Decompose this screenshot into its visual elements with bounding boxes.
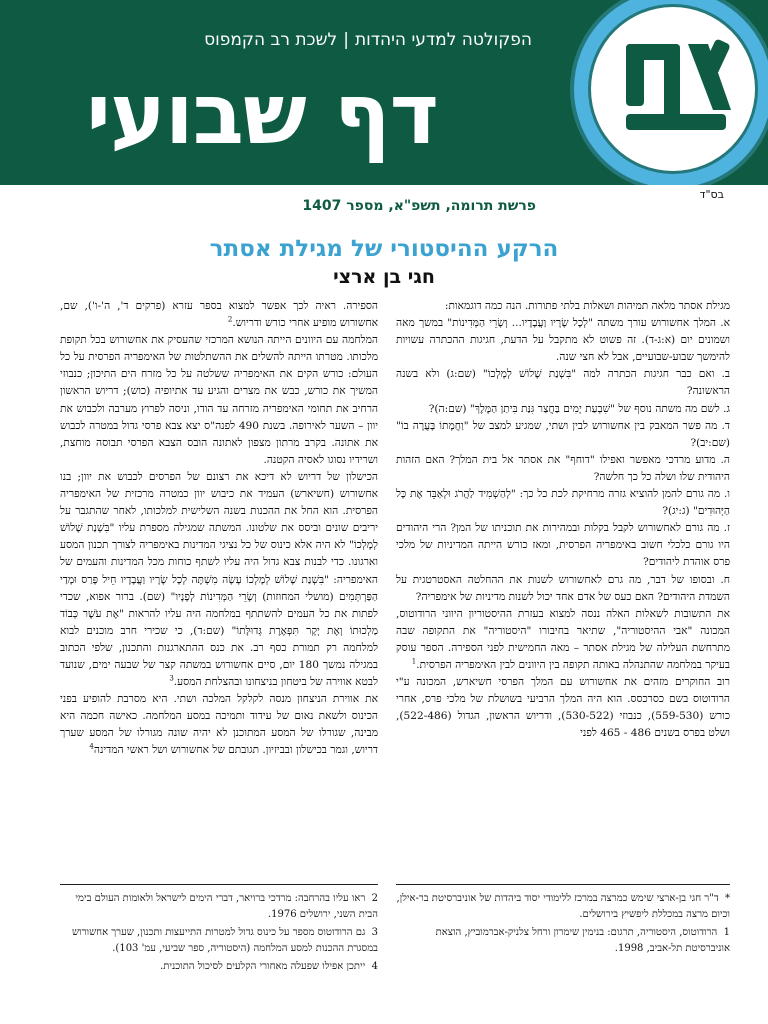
footnote-marker: 3 bbox=[371, 927, 378, 938]
footnote-ref: 4 bbox=[89, 742, 94, 751]
vashti-paragraph bbox=[60, 691, 378, 759]
intro-paragraph: מגילת אסתר מלאה תמיהות ושאלות בלתי פתורות. הנה כמה דוגמאות: bbox=[444, 300, 730, 312]
faculty-line bbox=[204, 30, 532, 50]
herodotus-paragraph bbox=[396, 606, 730, 674]
footnote-text: ראו עליו בהרחבה: מרדכי ברויאר, דברי הימים לישראל ולאומות העולם בימי הבית השני, ירושלים 1976. bbox=[75, 893, 378, 920]
bsd-mark: בס"ד bbox=[699, 188, 724, 201]
footnotes-left bbox=[60, 884, 378, 978]
footnote bbox=[396, 925, 730, 956]
footnote-marker: * bbox=[725, 893, 730, 904]
footnote bbox=[60, 925, 378, 956]
xerxes-paragraph: רוב החוקרים מזהים את אחשורוש עם המלך הפרסי חשיארש, המכונה ע"י הרודוטוס בשם כסרכסס. הוא היה המלך הרביעי בשושלת של מלכי פרס, אחרי כורש (559-530), כנבוזי (530-522), ודריוש הראשון, הגדול (522-486), ושלט בפרס בשנים 486 - 465 לפני bbox=[396, 676, 731, 740]
question-item: ה. מדוע מרדכי מאפשר ואפילו "דוחף" את אסתר אל בית המלך? האם הזהות היהודית שלו ושלה כל כך חלשה? bbox=[396, 453, 730, 483]
footnote-marker: 1 bbox=[723, 927, 730, 938]
footnote bbox=[60, 959, 378, 975]
article-author: חגי בן ארצי bbox=[333, 266, 435, 288]
question-item: א. המלך אחשורוש עורך משתה "לְכָל שָׂרָיו וַעֲבָדָיו... וְשָׂרֵי הַמְּדִינוֹת" במשך מאה ושמונים יום (א:ג-ד). זה פשוט לא מתקבל על הדעת, חגיגות ההכתרה עשויות להימשך שבוע-שבועיים, אבל לא חצי שנה. bbox=[396, 317, 730, 364]
issue-line: פרשת תרומה, תשפ"א, מספר 1407 bbox=[302, 198, 536, 214]
failure-text: הכישלון של דריוש לא דיכא את רצונם של הפרסים לכבוש את יוון; בנו אחשורוש (חשיארש) העמיד את כיבוש יוון כמטרה מרכזית של האימפריה הפרסית. הוא החל את ההכנות בשנה השלישית למלכותו, לאחר שהתגבר על יריבים שונים וביסס את שלטונו. המשתה שמגילה מספרת עליו "בִּשְׁנַת שָׁלוֹשׁ לְמָלְכוֹ" לא היה אלא כינוס של כל נציגי המדינות באימפריה לצורך תכנון המסע וארגונו. כדי לבנות צבא גדול היה עליו לשתף כוחות מכל המדינות והעמים של האימפריה: "בִּשְׁנַת שָׁלוֹשׁ לְמָלְכוֹ עָשָׂה מִשְׁתֶּה לְכָל שָׂרָיו וַעֲבָדָיו חֵיל פָּרַס וּמָדַי הַפַּרְתְּמִים (מושלי המחוזות) וְשָׂרֵי הַמְּדִינוֹת לְפָנָיו" (שם). ברור אפוא, שכדי לפתות את כל העמים להשתתף במלחמה היה עליו להראות "אֶת עֹשֶׁר כְּבוֹד מַלְכוּתוֹ וְאֶת יְקָר תִּפְאֶרֶת גְּדוּלָּתוֹ" (שם:ד), כי שכירי חרב מוכנים לבוא למלחמה רק תמורת כסף רב. את כנס ההתארגנות והתכנון, שלפי הכתוב במגילה נמשך 180 יום, סיים אחשורוש במשתה קצר של שבעה ימים, שנועד לבטא אווירה של ביטחון בניצחונו ובהצלחת המסע. bbox=[60, 470, 378, 689]
footnote-marker: 2 bbox=[371, 893, 378, 904]
footnote-divider bbox=[396, 884, 730, 885]
footnote-ref: 2 bbox=[227, 315, 233, 324]
campus-rabbi-office: לשכת רב הקמפוס bbox=[204, 30, 338, 50]
article-title: הרקע ההיסטורי של מגילת אסתר bbox=[209, 236, 559, 262]
question-item: ב. ואם כבר חגיגות הכתרה למה "בִּשְׁנַת שָׁלוֹשׁ לְמָלְכוֹ" (שם:ג) ולא בשנה הראשונה? bbox=[396, 368, 730, 398]
masthead-title: דף שבועי bbox=[86, 65, 438, 163]
footnote-text: ייתכן אפילו שפעלה מאחורי הקלעים לסיכול התוכנית. bbox=[160, 961, 366, 972]
era-paragraph bbox=[60, 298, 378, 332]
question-item: ז. מה גורם לאחשורוש לקבל בקלות ובמהירות את תוכניתו של המן? הרי היהודים היו גורם כלכלי חשוב באימפריה הפרסית, ומאז כורש הייתה המדיניות של מלכי פרס אוהדת ליהודים? bbox=[396, 522, 730, 569]
footnote-text: הרודוטוס, היסטוריה, תרגום: בנימין שימרון ורחל צלניק-אברמוביץ, הוצאת אוניברסיטת תל-אביב, 1998. bbox=[435, 927, 730, 954]
era-text: הספירה. ראיה לכך אפשר למצוא בספר עזרא (פרקים ד', ה'-ו'), שם, אחשורוש מופיע אחרי כורש ודריוש. bbox=[60, 300, 378, 330]
question-item: ד. מה פשר המאבק בין אחשורוש לבין ושתי, שמגיע למצב של "וַחֲמָתוֹ בָּעֲרָה בוֹ" (שם:יב)? bbox=[396, 419, 730, 449]
herodotus-text: את התשובות לשאלות האלה ננסה למצוא בעזרת ההיסטוריון היווני הרודוטוס, המכונה "אבי ההיסטוריה", שתיאר בחיבורו "היסטוריה" את התקופה שבה מתרחשת העלילה של מגילת אסתר – מאה החמישית לפני הספירה. הספר עוסק בעיקר במלחמה שהתנהלה באותה תקופה בין היוונים לבין האימפריה הפרסית. bbox=[396, 607, 730, 671]
vashti-text: את אווירת הניצחון מנסה לקלקל המלכה ושתי. היא מסרבת להופיע בפני הכינוס ולשאת נאום של עידוד ותמיכה במסע המלחמה. כאישה חכמה היא מבינה, שגורלו של המסע המתוכנן לא יהיה שונה מגורלו של המסע שערך דריוש, וגמר בכישלון ובביזיון. תגובתם של אחשורוש ושל ראשי המדינה bbox=[60, 693, 378, 757]
bar-ilan-logo bbox=[566, 0, 768, 185]
footnote-divider bbox=[60, 884, 378, 885]
left-column bbox=[60, 298, 378, 760]
footnote-marker: 4 bbox=[371, 961, 378, 972]
faculty-name: הפקולטה למדעי היהדות bbox=[354, 30, 532, 50]
failure-paragraph bbox=[60, 469, 378, 691]
header-banner bbox=[0, 0, 768, 185]
question-item: ח. ובסופו של דבר, מה גרם לאחשורוש לשנות את ההחלטה האסטרטגית על השמדת היהודים? האם כעס של אדם אחד יכול לשנות מדיניות של אימפריה? bbox=[396, 573, 730, 603]
footnotes-right bbox=[396, 884, 730, 959]
right-column bbox=[396, 298, 730, 742]
footnote-ref: 3 bbox=[169, 674, 174, 683]
war-paragraph: המלחמה עם היוונים הייתה הנושא המרכזי שהעסיק את אחשורוש בכל תקופת מלכותו. מטרתו הייתה להשלים את ההשתלטות של האימפריה הפרסית על כל העולם: כורש הקים את האימפריה ששלטה על כל מזרח הים התיכון; כנבוזי המשיך את כורש, כבש את מצרים והגיע עד אתיופיה (כוש); דריוש הראשון הרחיב את תחומי האימפריה מזרחה עד הודו, וניסה לפרוץ מערבה ולכבוש את יוון – השער לאירופה. בשנת 490 לפנה"ס יצא צבא פרסי גדול במטרה לכבוש את אתונה. בקרב מרתון מצפון לאתונה הובס הצבא הפרסי תבוסה מוחצת, ושרידיו נסוגו לאסיה הקטנה. bbox=[60, 334, 379, 466]
question-item: ו. מה גורם להמן להוציא גזרה מרחיקת לכת כל כך: "לְהַשְׁמִיד לַהֲרֹג וּלְאַבֵּד אֶת כָּל הַיְּהוּדִים" (ג:יג)? bbox=[396, 488, 730, 518]
question-item: ג. לשם מה משתה נוסף של "שִׁבְעַת יָמִים בַּחֲצַר גִּנַּת בִּיתַן הַמֶּלֶךְ" (שם:ה)? bbox=[428, 402, 730, 415]
faculty-separator: | bbox=[343, 30, 349, 50]
footnote bbox=[60, 891, 378, 922]
footnote-text: גם הרודוטוס מספר על כינוס גדול למטרות התייעצות ותכנון, שערך אחשורוש במסגרת ההכנות למסע המלחמה (היסטוריה, ספר שביעי, עמ' 103). bbox=[71, 927, 378, 954]
footnote bbox=[396, 891, 730, 922]
footnote-text: ד"ר חגי בן-ארצי שימש כמרצה במרכז ללימודי יסוד ביהדות של אוניברסיטת בר-אילן, וכיום מרצה במכללת ליפשיץ בירושלים. bbox=[396, 893, 730, 920]
footnote-ref: 1 bbox=[411, 657, 417, 666]
